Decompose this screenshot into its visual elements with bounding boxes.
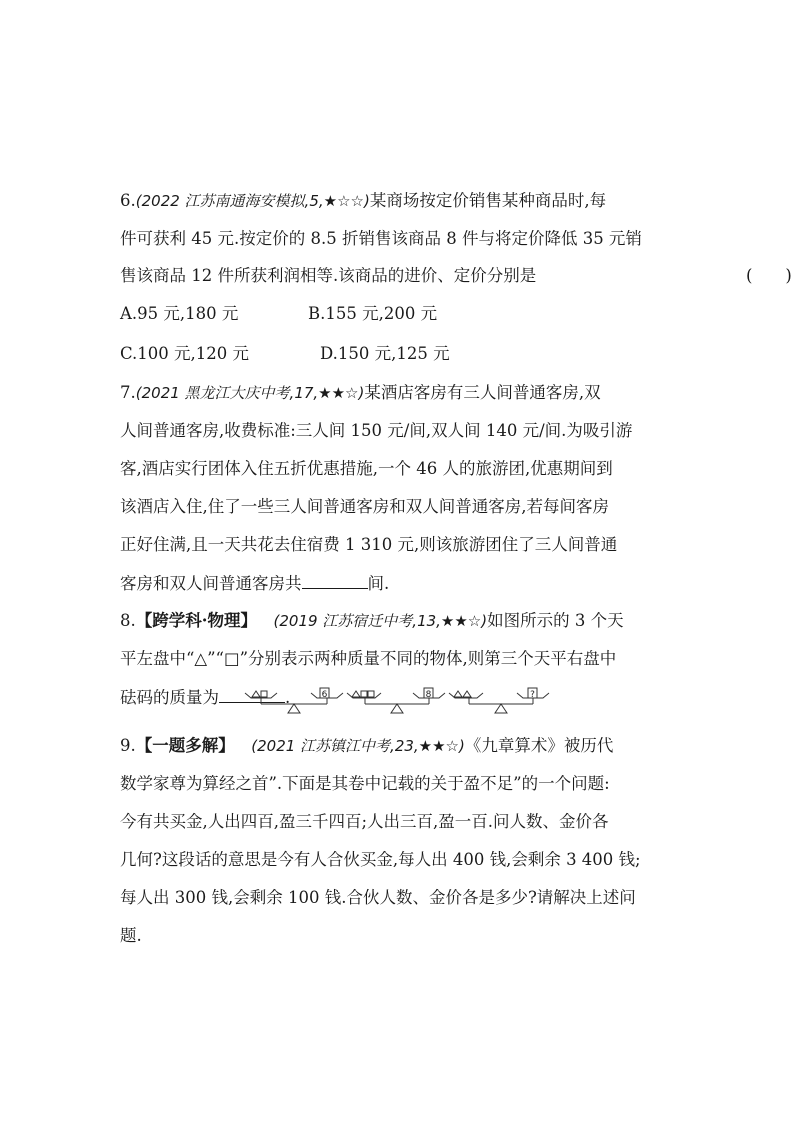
q7-text: 客房和双人间普通客房共 xyxy=(120,574,302,593)
q6-text: 售该商品 12 件所获利润相等.该商品的进价、定价分别是 xyxy=(120,266,537,285)
q9-text: 《九章算术》被历代 xyxy=(464,736,614,755)
q8-tag: 【跨学科·物理】 xyxy=(135,611,257,630)
balance-scales-figure xyxy=(243,680,555,716)
option-c: C.100 元,120 元 xyxy=(120,344,250,363)
q9-line-3: 今有共买金,人出四百,盈三千四百;人出三百,盈一百.问人数、金价各 xyxy=(120,812,609,831)
q8-source: (2019 江苏宿迁中考,13,★★☆) xyxy=(273,612,488,630)
q9-number: 9. xyxy=(120,736,136,755)
q9-line-1 xyxy=(120,735,680,757)
q6-line-1 xyxy=(120,190,680,212)
q7-source: (2021 黑龙江大庆中考,17,★★☆) xyxy=(135,384,365,402)
q8-text: 如图所示的 3 个天 xyxy=(487,611,624,630)
q6-source: (2022 江苏南通海安模拟,5,★☆☆) xyxy=(135,192,370,210)
q7-line-6 xyxy=(120,572,680,595)
q9-source: (2021 江苏镇江中考,23,★★☆) xyxy=(251,737,465,755)
q7-text: 间. xyxy=(367,574,390,593)
option-a: A.95 元,180 元 xyxy=(120,304,239,323)
q7-line-4: 该酒店入住,住了一些三人间普通客房和双人间普通客房,若每间客房 xyxy=(120,497,609,516)
q8-line-1 xyxy=(120,610,680,632)
q6-line-2: 件可获利 45 元.按定价的 8.5 折销售该商品 8 件与将定价降低 35 元销 xyxy=(120,229,642,248)
weight-label-2: 8 xyxy=(425,690,432,700)
answer-parentheses: ( ) xyxy=(746,266,792,285)
option-d: D.150 元,125 元 xyxy=(320,344,450,363)
weight-label-3: ? xyxy=(530,690,535,700)
q9-tag: 【一题多解】 xyxy=(135,736,235,755)
q7-line-3: 客,酒店实行团体入住五折优惠措施,一个 46 人的旅游团,优惠期间到 xyxy=(120,459,613,478)
answer-blank xyxy=(302,572,368,589)
q8-line-2: 平左盘中“△”“□”分别表示两种质量不同的物体,则第三个天平右盘中 xyxy=(120,649,617,668)
q8-text: . xyxy=(285,688,291,707)
q8-number: 8. xyxy=(120,611,136,630)
q8-text: 砝码的质量为 xyxy=(120,688,219,707)
balance-scale-1 xyxy=(245,688,343,713)
q9-line-5: 每人出 300 钱,会剩余 100 钱.合伙人数、金价各是多少?请解决上述问 xyxy=(120,888,636,907)
option-b: B.155 元,200 元 xyxy=(308,304,438,323)
q7-line-5: 正好住满,且一天共花去住宿费 1 310 元,则该旅游团住了三人间普通 xyxy=(120,535,618,554)
weight-label-1: 6 xyxy=(321,690,328,700)
q9-line-6: 题. xyxy=(120,926,142,945)
q7-line-2: 人间普通客房,收费标准:三人间 150 元/间,双人间 140 元/间.为吸引游 xyxy=(120,421,633,440)
q6-line-3 xyxy=(120,265,792,287)
q7-text: 某酒店客房有三人间普通客房,双 xyxy=(364,383,601,402)
q6-text: 某商场按定价销售某种商品时,每 xyxy=(369,191,607,210)
q9-line-4: 几何?这段话的意思是今有人合伙买金,每人出 400 钱,会剩余 3 400 钱; xyxy=(120,850,641,869)
q6-number: 6. xyxy=(120,191,136,210)
q7-line-1 xyxy=(120,382,680,404)
q9-line-2: 数学家尊为算经之首”.下面是其卷中记载的关于盈不足”的一个问题: xyxy=(120,774,610,793)
q7-number: 7. xyxy=(120,383,136,402)
